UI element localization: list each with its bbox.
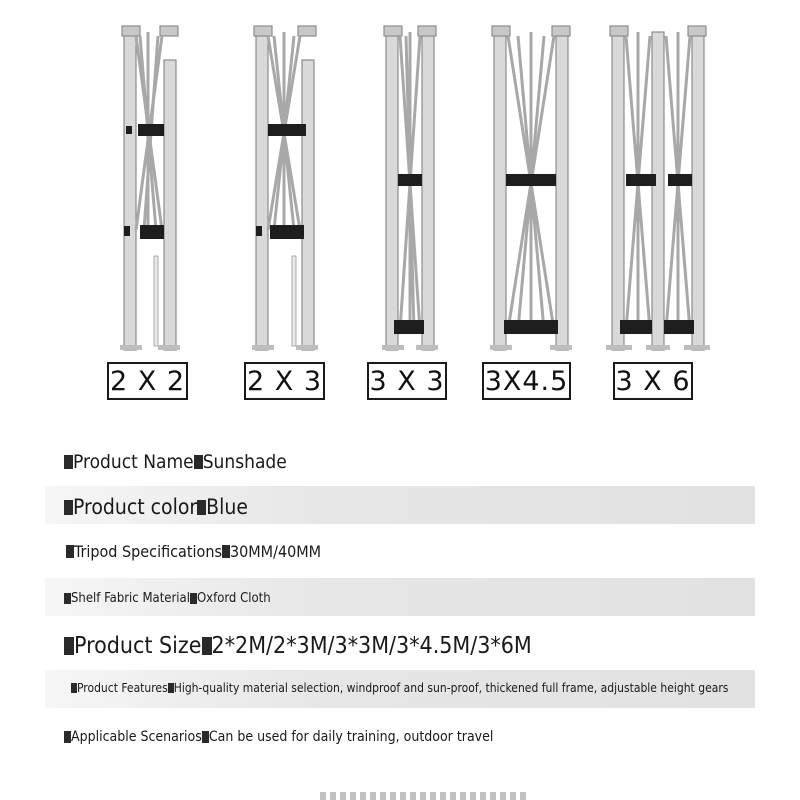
folded-frame-2x3-image [250, 20, 320, 355]
spec-value: High-quality material selection, windproof and sun-proof, thickened full frame, adjustable height gears [173, 681, 729, 695]
bracket-glyph-icon [64, 731, 71, 743]
spec-product-name [64, 451, 287, 473]
spec-value: 2*2M/2*3M/3*3M/3*4.5M/3*6M [211, 633, 532, 659]
spec-product-color [64, 495, 248, 519]
spec-label: Tripod Specifications [74, 542, 222, 561]
spec-tripod [66, 542, 321, 561]
size-label-3x3: 3 X 3 [367, 362, 447, 400]
spec-scenarios [64, 729, 493, 745]
bracket-glyph-icon [197, 500, 206, 515]
spec-value: Oxford Cloth [196, 591, 271, 606]
spec-value: Sunshade [202, 451, 287, 473]
size-label-2x2: 2 X 2 [107, 362, 188, 400]
bracket-glyph-icon [64, 455, 73, 469]
bracket-glyph-icon [194, 455, 203, 469]
folded-frame-3x4.5-image [488, 20, 574, 355]
size-label-2x3: 2 X 3 [244, 362, 325, 400]
spec-fabric [64, 591, 271, 606]
bracket-glyph-icon [222, 545, 230, 558]
bracket-glyph-icon [66, 545, 74, 558]
bracket-glyph-icon [64, 500, 73, 515]
spec-label: Product Features [77, 681, 168, 695]
folded-frame-3x6-image [606, 20, 710, 355]
spec-label: Shelf Fabric Material [71, 591, 190, 606]
spec-value: Blue [206, 495, 248, 519]
spec-features [71, 681, 728, 695]
spec-label: Product color [73, 495, 198, 519]
bracket-glyph-icon [64, 637, 74, 655]
size-label-3x6: 3 X 6 [613, 362, 693, 400]
bracket-glyph-icon [202, 731, 209, 743]
spec-label: Applicable Scenarios [71, 729, 202, 745]
bracket-glyph-icon [202, 637, 212, 655]
spec-product-size [64, 633, 532, 659]
spec-value: 30MM/40MM [229, 542, 322, 561]
spec-value: Can be used for daily training, outdoor travel [208, 729, 494, 745]
spec-label: Product Size [74, 633, 202, 659]
folded-frame-2x2-image [118, 20, 182, 355]
size-label-3x4.5: 3X4.5 [482, 362, 571, 400]
spec-label: Product Name [73, 451, 194, 473]
bracket-glyph-icon [190, 593, 197, 604]
cropped-footer-text [320, 792, 530, 800]
bracket-glyph-icon [64, 593, 71, 604]
folded-frame-3x3-image [380, 20, 440, 355]
